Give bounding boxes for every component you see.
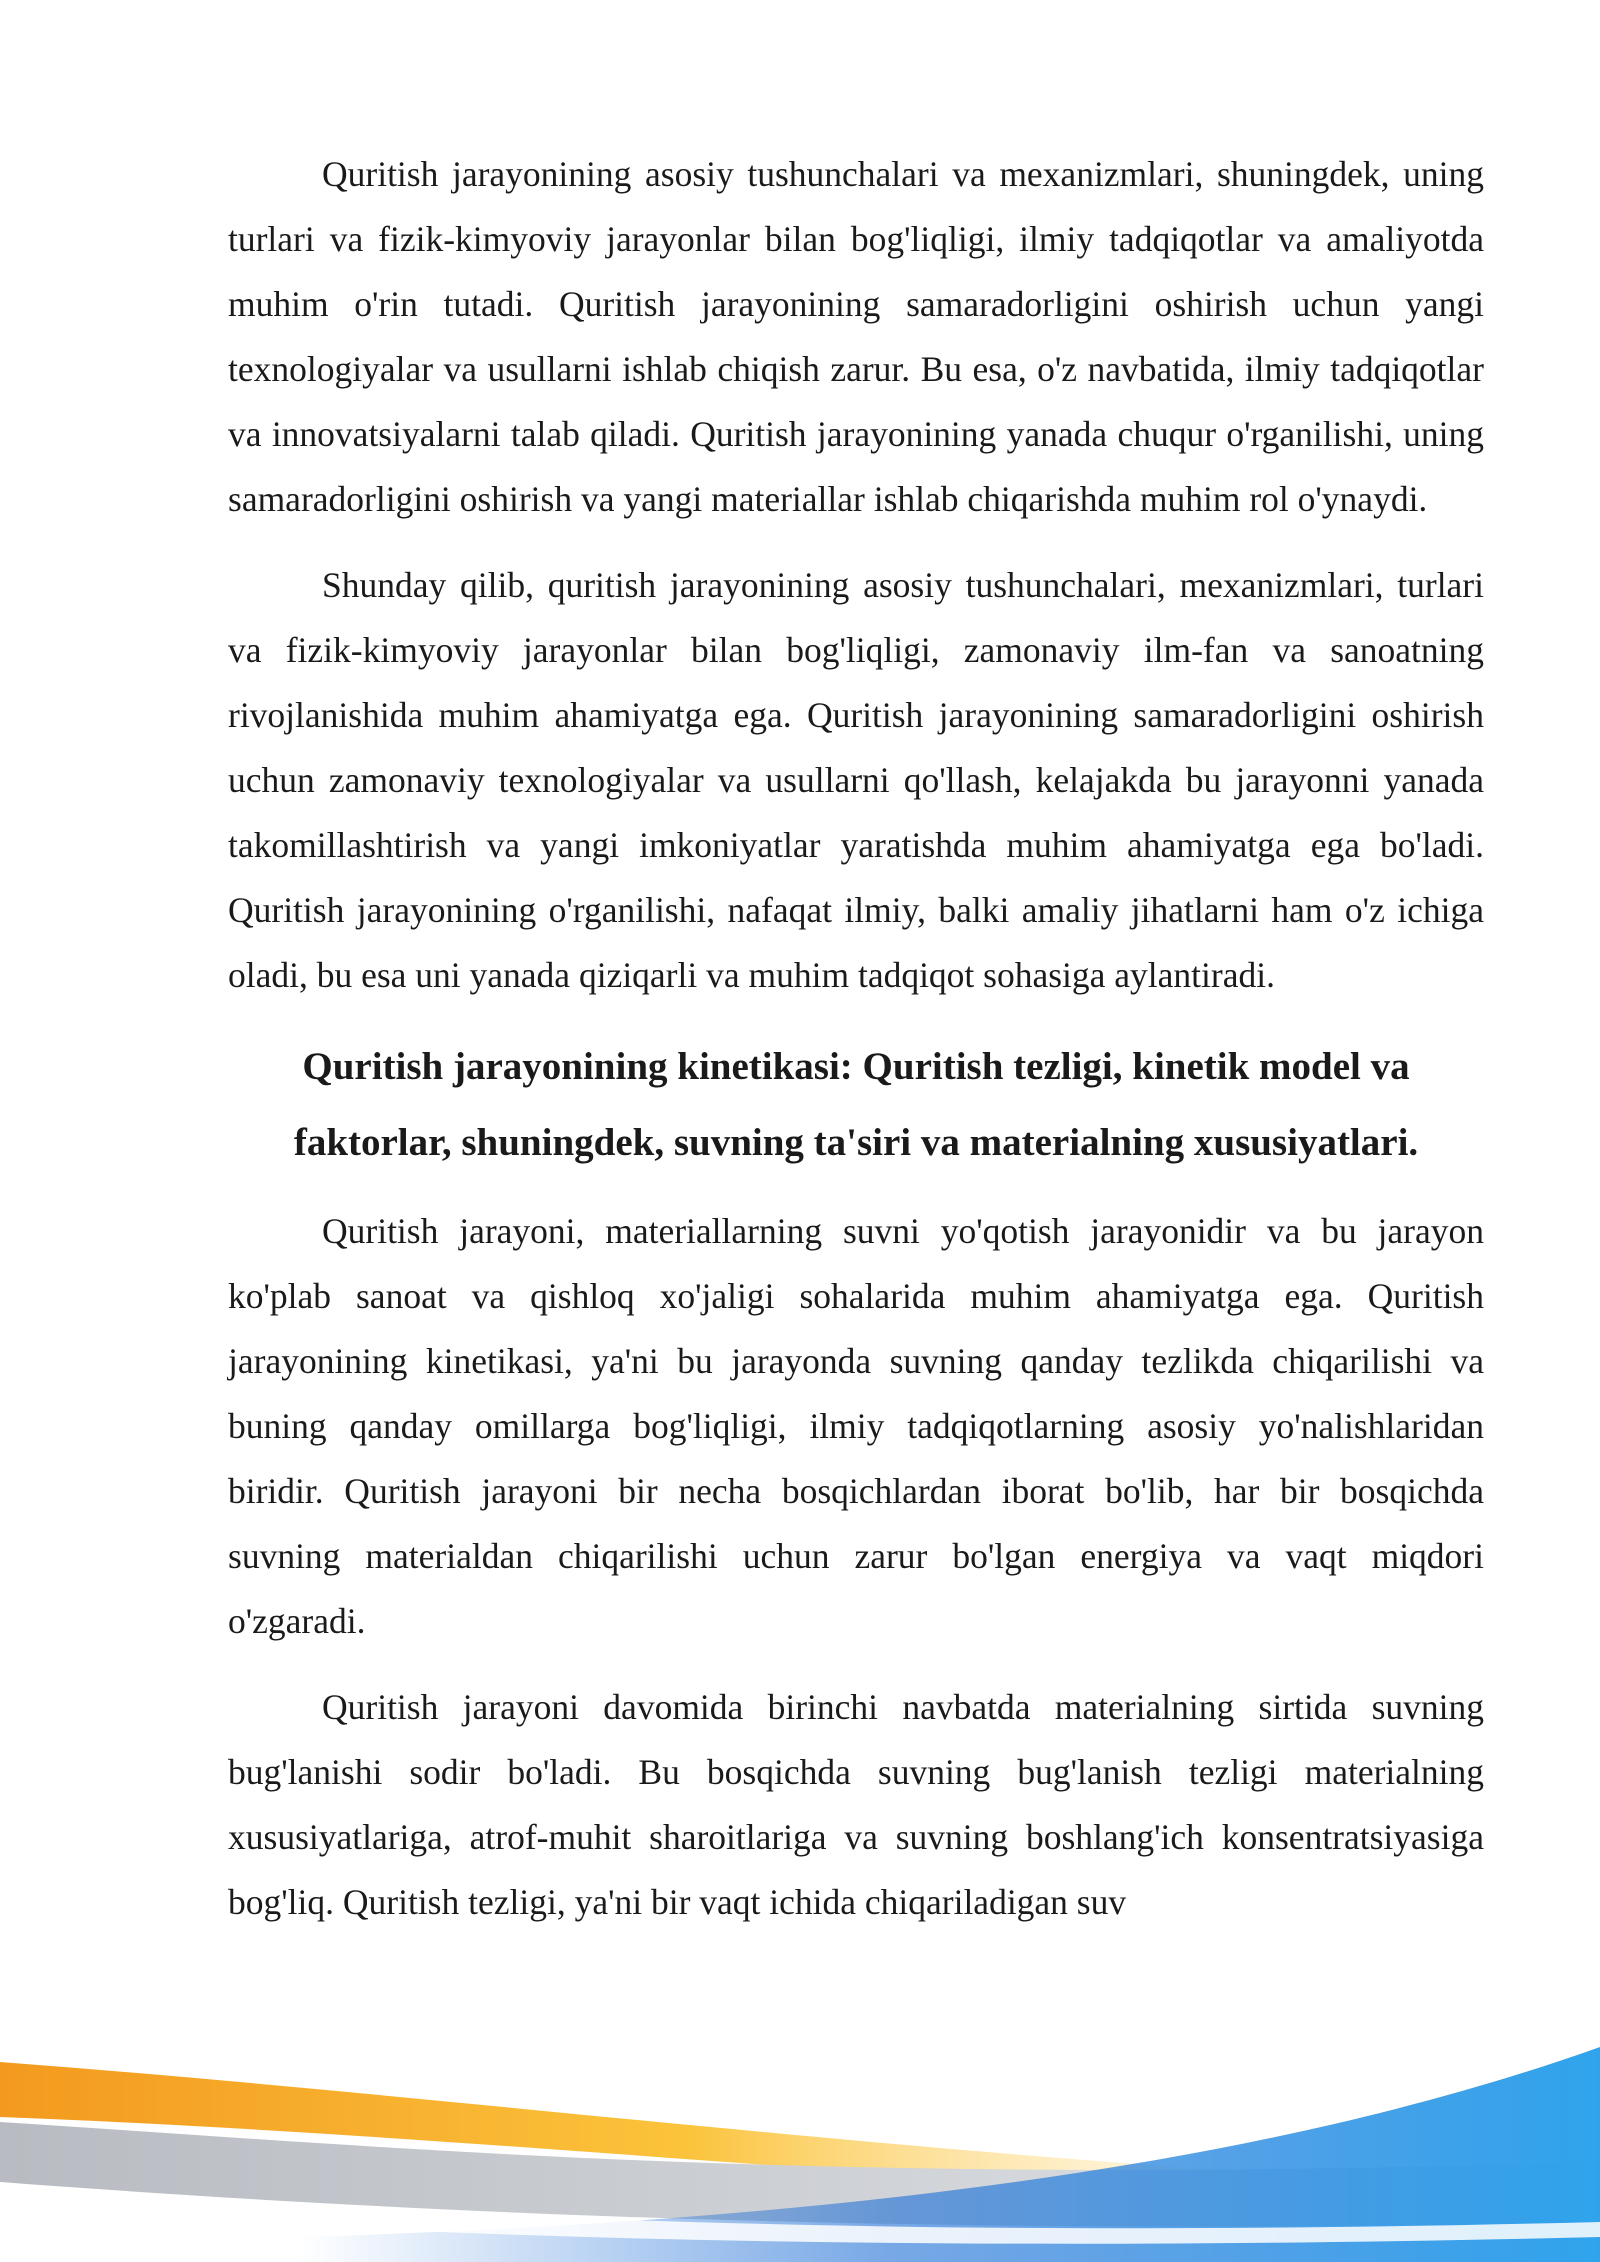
section-heading: Quritish jarayonining kinetikasi: Quritish tezligi, kinetik model va faktorlar, shuningdek, suvning ta'siri va materialning xususiyatlari. — [293, 1045, 1419, 1164]
paragraph-1: Quritish jarayonining asosiy tushunchalari va mexanizmlari, shuningdek, uning turlari va fizik-kimyoviy jarayonlar bilan bog'liqligi, ilmiy tadqiqotlar va amaliyotda muhim o'rin tutadi. Quritish jarayonining samaradorligini oshirish uchun yangi texnologiyalar va usullarni ishlab chiqish zarur. Bu esa, o'z navbatida, ilmiy tadqiqotlar va innovatsiyalarni talab qiladi. Quritish jarayonining yanada chuqur o'rganilishi, uning samaradorligini oshirish va yangi materiallar ishlab chiqarishda muhim rol o'ynaydi. — [228, 154, 1484, 519]
page-body — [228, 142, 1484, 1956]
paragraph-3: Quritish jarayoni, materiallarning suvni yo'qotish jarayonidir va bu jarayon ko'plab sanoat va qishloq xo'jaligi sohalarida muhim ahamiyatga ega. Quritish jarayonining kinetikasi, ya'ni bu jarayonda suvning qanday tezlikda chiqarilishi va buning qanday omillarga bog'liqligi, ilmiy tadqiqotlarning asosiy yo'nalishlaridan biridir. Quritish jarayoni bir necha bosqichlardan iborat bo'lib, har bir bosqichda suvning materialdan chiqarilishi uchun zarur bo'lgan energiya va vaqt miqdori o'zgaradi. — [228, 1211, 1484, 1641]
paragraph-4: Quritish jarayoni davomida birinchi navbatda materialning sirtida suvning bug'lanishi sodir bo'ladi. Bu bosqichda suvning bug'lanish tezligi materialning xususiyatlariga, atrof-muhit sharoitlariga va suvning boshlang'ich konsentratsiyasiga bog'liq. Quritish tezligi, ya'ni bir vaqt ichida chiqariladigan suv — [228, 1687, 1484, 1922]
paragraph-2: Shunday qilib, quritish jarayonining asosiy tushunchalari, mexanizmlari, turlari va fizik-kimyoviy jarayonlar bilan bog'liqligi, zamonaviy ilm-fan va sanoatning rivojlanishida muhim ahamiyatga ega. Quritish jarayonining samaradorligini oshirish uchun zamonaviy texnologiyalar va usullarni qo'llash, kelajakda bu jarayonni yanada takomillashtirish va yangi imkoniyatlar yaratishda muhim ahamiyatga ega bo'ladi. Quritish jarayonining o'rganilishi, nafaqat ilmiy, balki amaliy jihatlarni ham o'z ichiga oladi, bu esa uni yanada qiziqarli va muhim tadqiqot sohasiga aylantiradi. — [228, 565, 1484, 995]
footer-wave-decoration — [0, 2022, 1600, 2262]
